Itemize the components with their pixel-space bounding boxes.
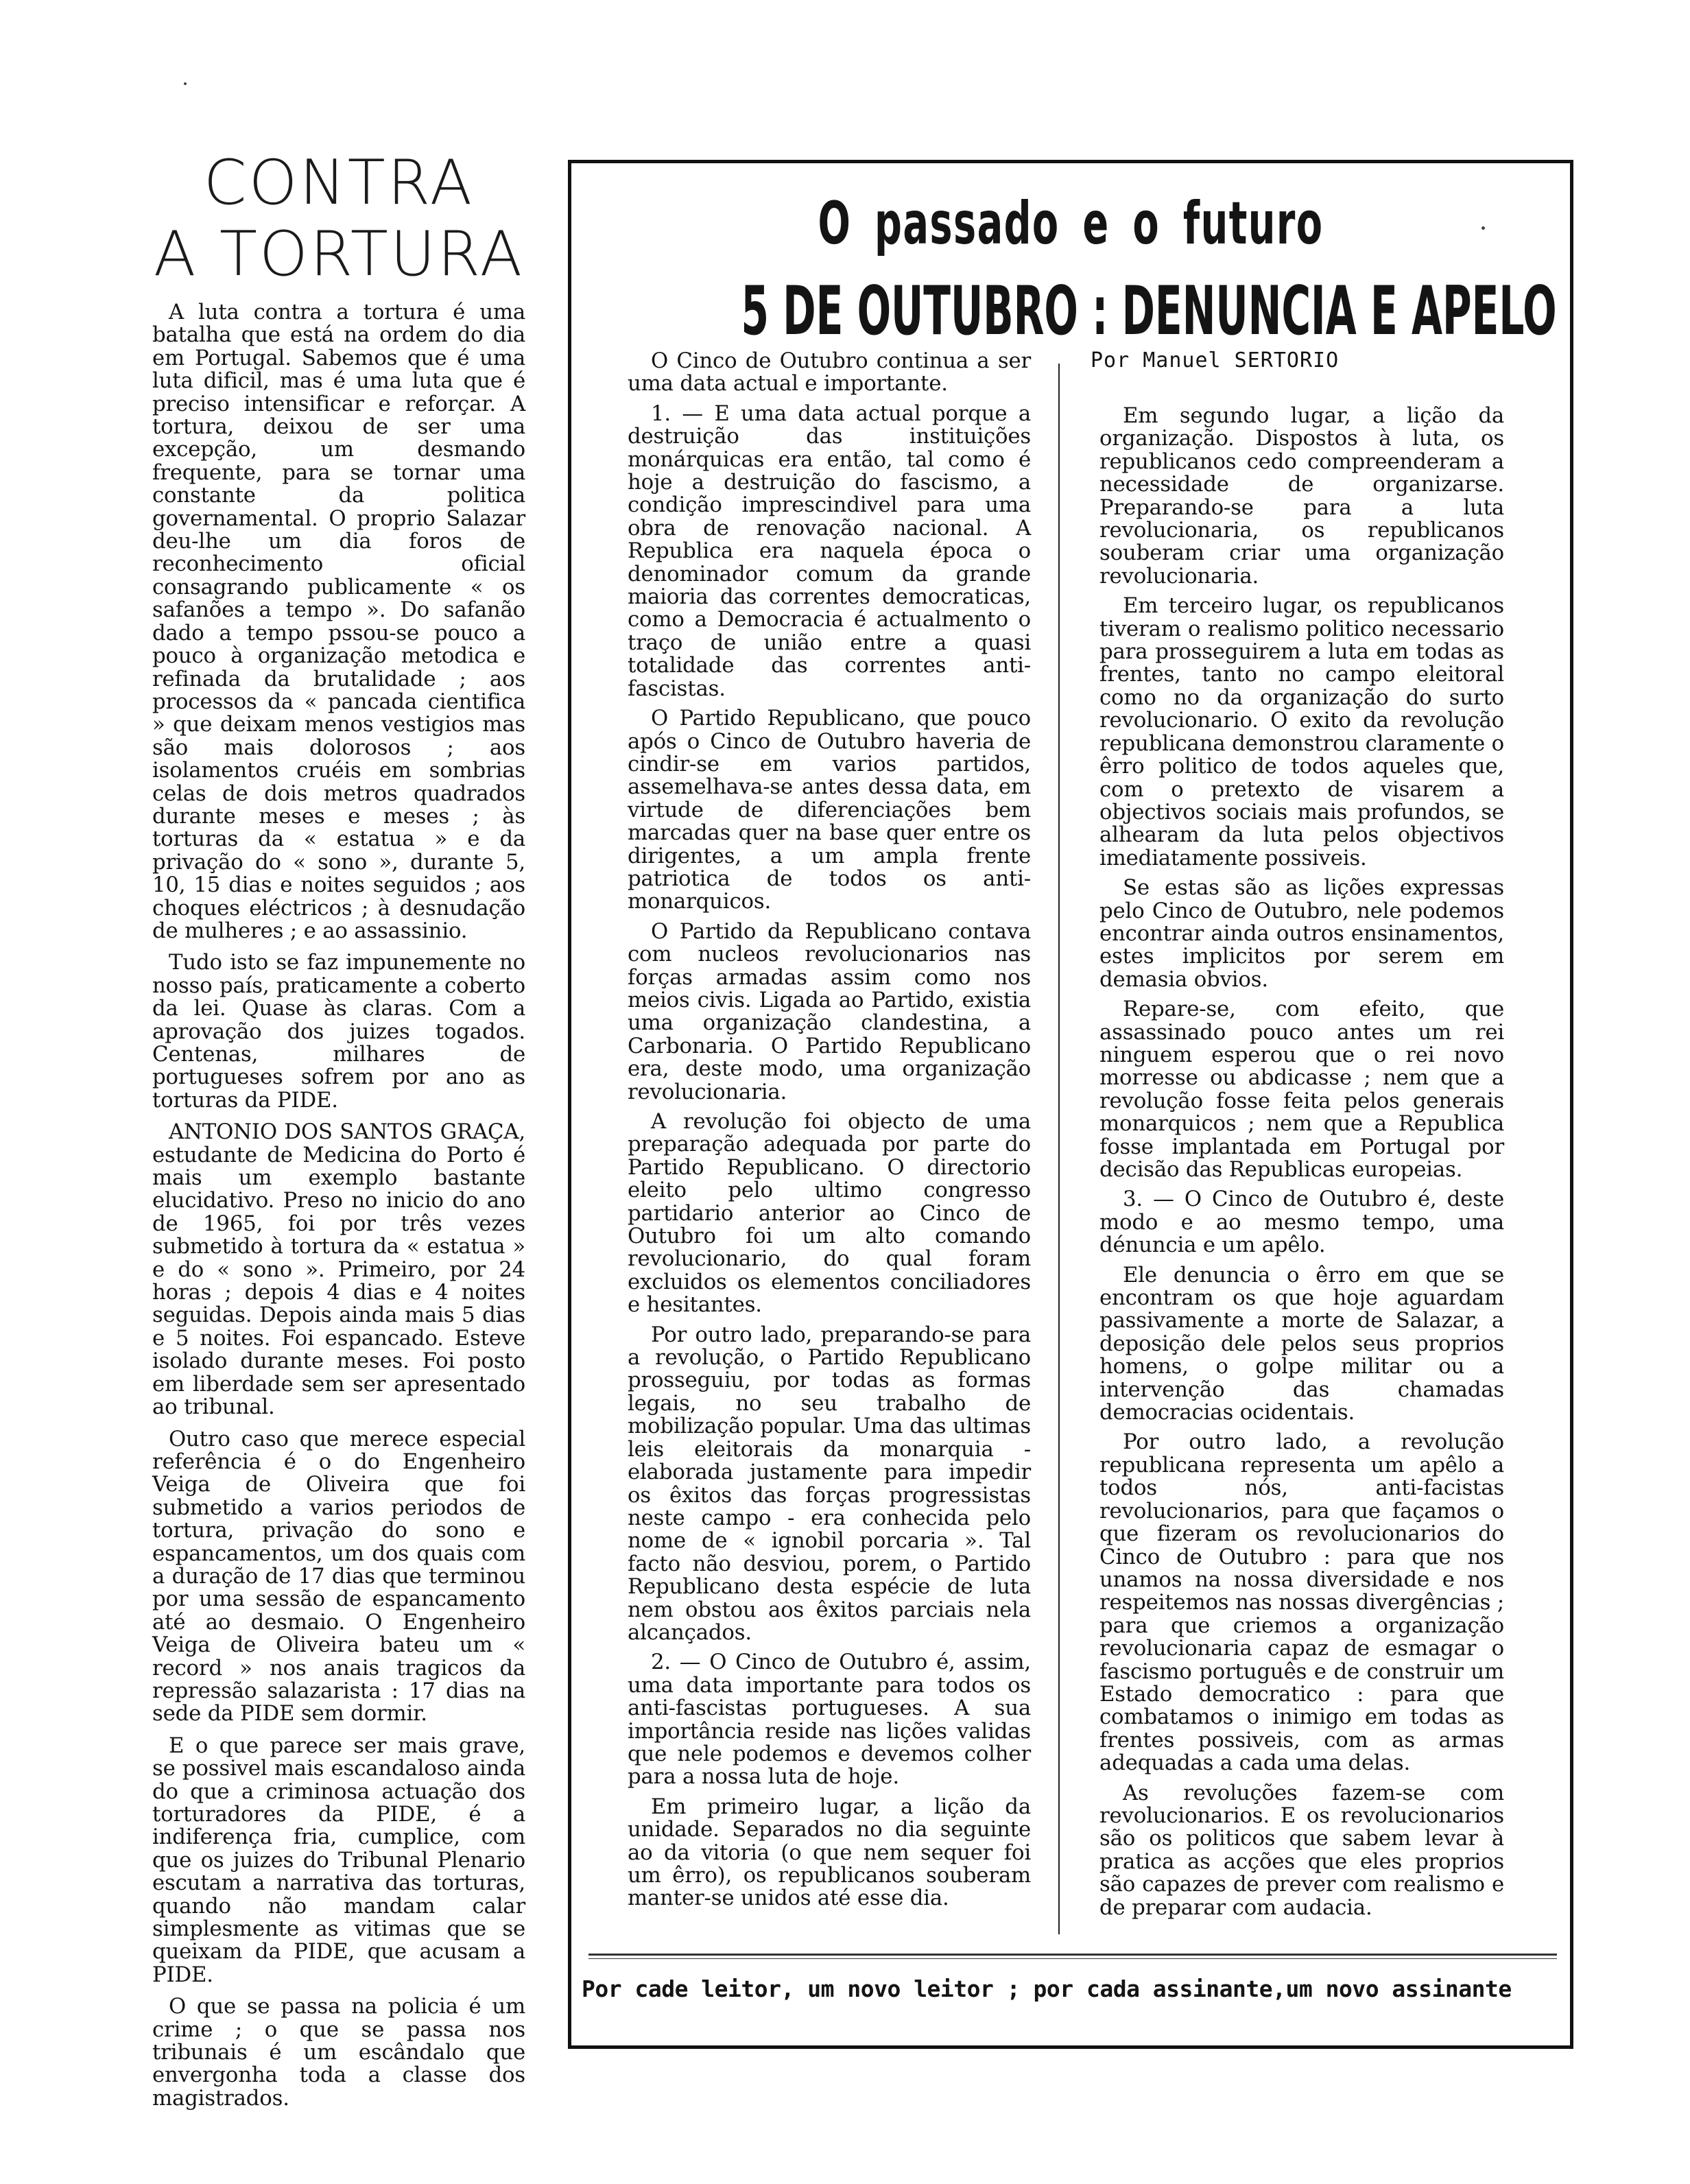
headline-line-2: 5 DE OUTUBRO : DENUNCIA E APELO — [741, 272, 1557, 351]
contra-tortura-column — [152, 147, 525, 2119]
paragraph: 2. — O Cinco de Outubro é, assim, uma data importante para todos os anti-fascistas portugueses. A sua importância reside nas lições validas que nele podemos e devemos colher para a nossa luta de hoje. — [628, 1650, 1031, 1790]
byline: Por Manuel SERTORIO — [1091, 348, 1340, 372]
footer-rule-top — [588, 1954, 1557, 1956]
paragraph: ANTONIO DOS SANTOS GRAÇA, estudante de Medicina do Porto é mais um exemplo bastante elucidativo. Preso no inicio do ano de 1965, foi por três vezes submetido à tortura da « estatua » e do « sono ». Primeiro, por 24 horas ; depois 4 dias e 4 noites seguidas. Depois ainda mais 5 dias e 5 noites. Foi espancado. Esteve isolado durante meses. Foi posto em liberdade sem ser apresentado ao tribunal. — [152, 1119, 525, 1420]
contra-tortura-title — [152, 147, 525, 290]
paragraph: Tudo isto se faz impunemente no nosso país, praticamente a coberto da lei. Quase às claras. Com a aprovação dos juizes togados. Centenas, milhares de portugueses sofrem por ano as torturas da PIDE. — [152, 950, 525, 1113]
article-headline — [571, 191, 1570, 350]
paragraph: Por outro lado, preparando-se para a revolução, o Partido Republicano prosseguiu, por todas as formas legais, no seu trabalho de mobilização popular. Uma das ultimas leis eleitorais da monarquia - elaborada justamente para impedir os êxitos das forças progressistas neste campo - era conhecida pelo nome de « ignobil porcaria ». Tal facto não desviou, porem, o Partido Republicano desta espécie de luta nem obstou aos êxitos parciais nela alcançados. — [628, 1322, 1031, 1645]
headline-line-1: O passado e o futuro — [818, 189, 1324, 258]
paragraph: 3. — O Cinco de Outubro é, deste modo e ao mesmo tempo, uma dénuncia e um apêlo. — [1099, 1187, 1504, 1258]
paragraph: O Partido Republicano, que pouco após o Cinco de Outubro haveria de cindir-se em varios partidos, assemelhava-se antes dessa data, em virtude de diferenciações bem marcadas quer na base quer entre os dirigentes, a um ampla frente patriotica de todos os anti-monarquicos. — [628, 706, 1031, 914]
paragraph: Ele denuncia o êrro em que se encontram os que hoje aguardam passivamente a morte de Salazar, a deposição dele pelos seus proprios homens, o golpe militar ou a intervenção das chamadas democracias ocidentais. — [1099, 1262, 1504, 1425]
column-divider — [1058, 364, 1060, 1934]
paragraph: Por outro lado, a revolução republicana representa um apêlo a todos nós, anti-facistas revolucionarios, para que façamos o que fizeram os revolucionarios do Cinco de Outubro : para que nos unamos na nossa diversidade e nos respeitemos nas nossas divergências ; para que criemos a organização revolucionaria capaz de esmagar o fascismo português e de construir um Estado democratico : para que combatamos o inimigo em todas as frentes possiveis, com as armas adequadas a cada uma delas. — [1099, 1429, 1504, 1776]
paragraph: 1. — E uma data actual porque a destruição das instituições monárquicas era então, tal como é hoje a destruição do fascismo, a condição imprescindivel para uma obra de renovação nacional. A Republica era naquela época o denominador comum da grande maioria das correntes democraticas, como a Democracia é actualmento o traço de união entre a quasi totalidade das correntes anti-fascistas. — [628, 401, 1031, 701]
paragraph: A revolução foi objecto de uma preparação adequada por parte do Partido Republicano. O directorio eleito pelo ultimo congresso partidario anterior ao Cinco de Outubro foi um alto comando revolucionario, do qual foram excluidos os elementos conciliadores e hesitantes. — [628, 1109, 1031, 1318]
paragraph: E o que parece ser mais grave, se possivel mais escandaloso ainda do que a criminosa actuação dos torturadores da PIDE, é a indiferença fria, cumplice, com que os juizes do Tribunal Plenario escutam a narrativa das torturas, quando não mandam calar simplesmente as vitimas que se queixam da PIDE, que acusam a PIDE. — [152, 1733, 525, 1987]
paragraph: Outro caso que merece especial referência é o do Engenheiro Veiga de Oliveira que foi submetido a varios periodos de tortura, privação do sono e espancamentos, um dos quais com a duração de 17 dias que terminou por uma sessão de espancamento até ao desmaio. O Engenheiro Veiga de Oliveira bateu um « record » nos anais tragicos da repressão salazarista : 17 dias na sede da PIDE sem dormir. — [152, 1426, 525, 1726]
footer-slogan: Por cade leitor, um novo leitor ; por cada assinante,um novo assinante — [582, 1975, 1512, 2002]
article-column-right — [1099, 405, 1504, 1926]
paragraph: Em terceiro lugar, os republicanos tiveram o realismo politico necessario para prosseguirem a luta em todas as frentes, tanto no campo eleitoral como no da organização do surto revolucionario. O exito da revolução republicana demonstrou claramente o êrro politico de todos aqueles que, com o pretexto de visarem a objectivos sociais mais profundos, se alhearam da luta pelos objectivos imediatamente possiveis. — [1099, 593, 1504, 870]
paragraph: O que se passa na policia é um crime ; o que se passa nos tribunais é um escândalo que envergonha toda a classe dos magistrados. — [152, 1994, 525, 2111]
print-speck — [184, 82, 187, 85]
title-line-2: A TORTURA — [153, 218, 525, 290]
article-column-left — [628, 350, 1031, 1917]
footer-rule-thin — [588, 1958, 1557, 1959]
paragraph: As revoluções fazem-se com revolucionarios. E os revolucionarios são os politicos que sabem levar à pratica as acções que eles proprios são capazes de prever com realismo e de preparar com audacia. — [1099, 1780, 1504, 1920]
paragraph: Em primeiro lugar, a lição da unidade. Separados no dia seguinte ao da vitoria (o que nem sequer foi um êrro), os republicanos souberam manter-se unidos até esse dia. — [628, 1794, 1031, 1911]
contra-tortura-body — [152, 301, 525, 2110]
paragraph: Em segundo lugar, a lição da organização. Dispostos à luta, os republicanos cedo compreenderam a necessidade de organizarse. Preparando-se para a luta revolucionaria, os republicanos souberam criar uma organização revolucionaria. — [1099, 403, 1504, 589]
paragraph: O Cinco de Outubro continua a ser uma data actual e importante. — [628, 348, 1031, 396]
paragraph: A luta contra a tortura é uma batalha que está na ordem do dia em Portugal. Sabemos que é uma luta dificil, mas é uma luta que é preciso intensificar e reforçar. A tortura, deixou de ser uma excepção, um desmando frequente, para se tornar uma constante da politica governamental. O proprio Salazar deu-lhe um dia foros de reconhecimento oficial consagrando publicamente « os safanões a tempo ». Do safanão dado a tempo pssou-se pouco a pouco à organização metodica e refinada da brutalidade ; aos processos da « pancada cientifica » que deixam menos vestigios mas são mais dolorosos ; aos isolamentos cruéis em sombrias celas de dois metros quadrados durante meses e meses ; às torturas da « estatua » e da privação do « sono », durante 5, 10, 15 dias e noites seguidos ; aos choques eléctricos ; à desnudação de mulheres ; e ao assassinio. — [152, 300, 525, 943]
title-line-1: CONTRA — [203, 147, 475, 219]
paragraph: O Partido da Republicano contava com nucleos revolucionarios nas forças armadas assim como nos meios civis. Ligada ao Partido, existia uma organização clandestina, a Carbonaria. O Partido Republicano era, deste modo, uma organização revolucionaria. — [628, 918, 1031, 1104]
paragraph: Se estas são as lições expressas pelo Cinco de Outubro, nele podemos encontrar ainda outros ensinamentos, estes implicitos por serem em demasia obvios. — [1099, 875, 1504, 992]
paragraph: Repare-se, com efeito, que assassinado pouco antes um rei ninguem esperou que o rei novo morresse ou abdicasse ; nem que a revolução fosse feita pelos generais monarquicos ; nem que a Republica fosse implantada em Portugal por decisão das Republicas europeias. — [1099, 997, 1504, 1182]
